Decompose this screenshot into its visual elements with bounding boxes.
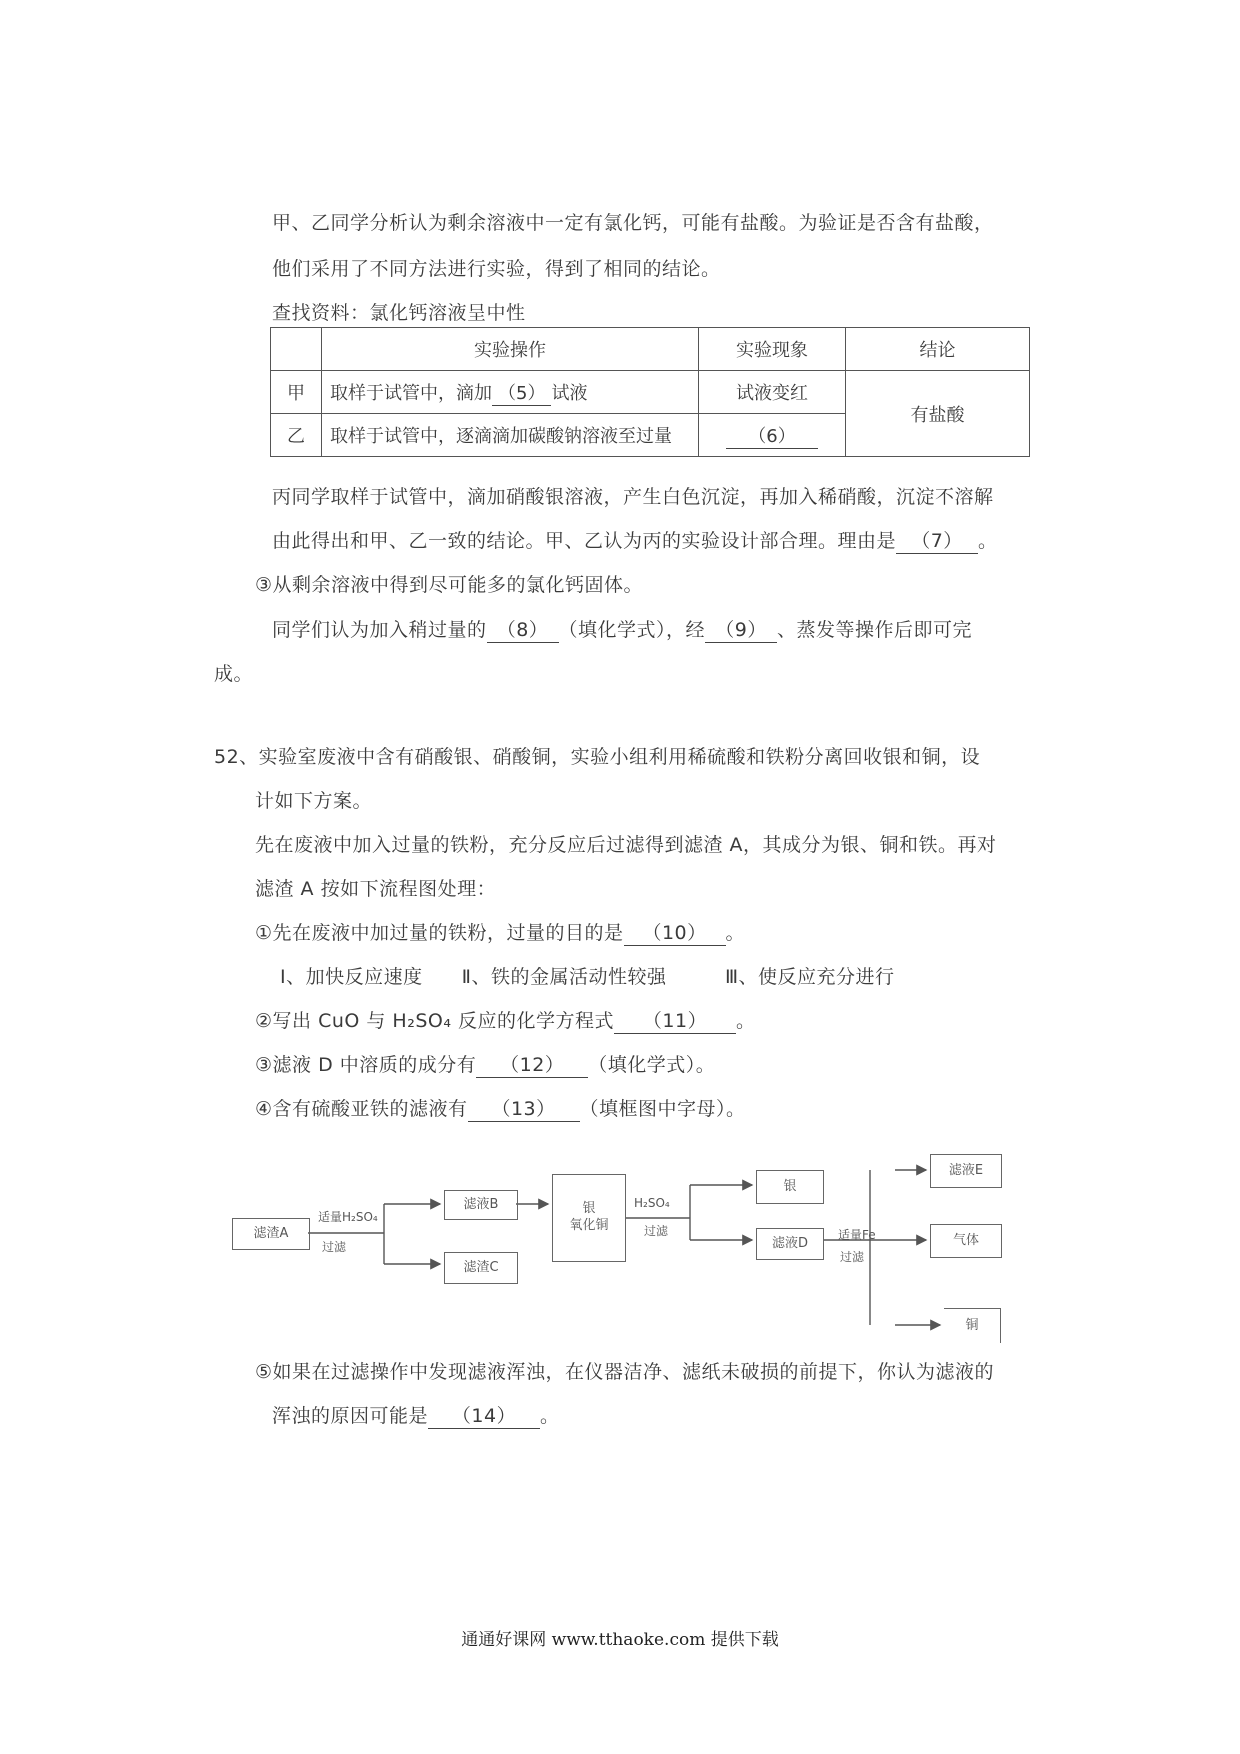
p51-line2: 他们采用了不同方法进行实验，得到了相同的结论。: [272, 258, 721, 280]
p51-line4: 丙同学取样于试管中，滴加硝酸银溶液，产生白色沉淀，再加入稀硝酸，沉淀不溶解: [272, 486, 994, 508]
p51-line7-c: 、蒸发等操作后即可完: [777, 619, 973, 641]
q2-end: 。: [736, 1010, 756, 1032]
p52-q5-line1: ⑤如果在过滤操作中发现滤液浑浊，在仪器洁净、滤纸未破损的前提下，你认为滤液的: [255, 1361, 995, 1383]
blank-11[interactable]: （11）: [614, 1006, 736, 1034]
box-filtrate-e: 滤液E: [930, 1154, 1002, 1188]
row-who-jia: 甲: [271, 371, 322, 414]
blank-12[interactable]: （12）: [476, 1050, 588, 1078]
box-gas: 气体: [930, 1224, 1002, 1258]
p52-line3: 先在废液中加入过量的铁粉，充分反应后过滤得到滤渣 A，其成分为银、铜和铁。再对: [255, 834, 997, 856]
p51-line7-b: （填化学式），经: [558, 619, 706, 641]
q1-text: ①先在废液中加过量的铁粉，过量的目的是: [255, 922, 624, 944]
box-filtrate-d: 滤液D: [756, 1228, 824, 1260]
label-step2-bottom: 过滤: [644, 1224, 669, 1238]
row-who-yi: 乙: [271, 414, 322, 457]
p52-line4: 滤渣 A 按如下流程图处理：: [255, 878, 497, 900]
blank-8[interactable]: （8）: [487, 615, 559, 643]
footer-source: 通通好课网 www.tthaoke.com 提供下载: [461, 1630, 779, 1650]
q4-end: （填框图中字母）。: [579, 1098, 746, 1120]
p51-q3: ③从剩余溶液中得到尽可能多的氯化钙固体。: [255, 574, 644, 596]
label-step3-top: 适量Fe: [838, 1228, 876, 1242]
blank-7[interactable]: （7）: [896, 526, 978, 554]
q2-text: ②写出 CuO 与 H₂SO₄ 反应的化学方程式: [255, 1010, 614, 1032]
blank-6[interactable]: （6）: [726, 422, 818, 449]
label-step1-top: 适量H₂SO₄: [318, 1210, 378, 1224]
q5-end: 。: [540, 1405, 560, 1427]
p52-line1: 52、实验室废液中含有硝酸银、硝酸铜，实验小组利用稀硫酸和铁粉分离回收银和铜，设: [214, 746, 981, 768]
p51-resource-line: 查找资料：氯化钙溶液呈中性: [272, 302, 526, 324]
q3-text: ③滤液 D 中溶质的成分有: [255, 1054, 477, 1076]
header-operation: 实验操作: [322, 328, 699, 371]
box-silver-copper-oxide: 银 氧化铜: [552, 1174, 626, 1262]
p52-options: Ⅰ、加快反应速度 Ⅱ、铁的金属活动性较强 Ⅲ、使反应充分进行: [280, 966, 895, 988]
p51-line5-text: 由此得出和甲、乙一致的结论。甲、乙认为丙的实验设计部合理。理由是: [272, 530, 897, 552]
p51-line1: 甲、乙同学分析认为剩余溶液中一定有氯化钙，可能有盐酸。为验证是否含有盐酸，: [272, 212, 994, 234]
q1-end: 。: [725, 922, 746, 944]
op-text-post: 试液: [551, 382, 588, 404]
header-conclusion: 结论: [846, 328, 1030, 371]
p51-line8: 成。: [214, 663, 254, 685]
row-phenomenon-jia: 试液变红: [699, 371, 846, 414]
p52-line2: 计如下方案。: [255, 790, 373, 812]
q4-text: ④含有硫酸亚铁的滤液有: [255, 1098, 468, 1120]
label-step3-bottom: 过滤: [840, 1250, 865, 1264]
blank-9[interactable]: （9）: [705, 615, 777, 643]
label-step1-bottom: 过滤: [322, 1240, 347, 1254]
q3-end: （填化学式）。: [588, 1054, 716, 1076]
p51-line5-end: 。: [978, 530, 998, 552]
box-copper: 铜: [944, 1308, 1001, 1343]
conclusion-cell: 有盐酸: [846, 371, 1030, 457]
box-residue-c: 滤渣C: [444, 1252, 518, 1284]
p52-q5-line2: [272, 1401, 560, 1429]
box-filtrate-b: 滤液B: [444, 1190, 518, 1220]
row-operation-yi: 取样于试管中，逐滴滴加碳酸钠溶液至过量: [322, 414, 699, 457]
box-residue-a: 滤渣A: [232, 1218, 310, 1250]
blank-13[interactable]: （13）: [468, 1094, 580, 1122]
header-phenomenon: 实验现象: [699, 328, 846, 371]
blank-5[interactable]: （5）: [492, 379, 551, 406]
box-silver: 银: [756, 1170, 824, 1204]
p51-line7-a: 同学们认为加入稍过量的: [272, 619, 487, 641]
op-text-pre: 取样于试管中，滴加: [330, 382, 492, 404]
q5-text: 浑浊的原因可能是: [272, 1405, 429, 1427]
blank-14[interactable]: （14）: [428, 1401, 540, 1429]
label-step2-top: H₂SO₄: [634, 1196, 670, 1210]
blank-10[interactable]: （10）: [624, 918, 726, 946]
